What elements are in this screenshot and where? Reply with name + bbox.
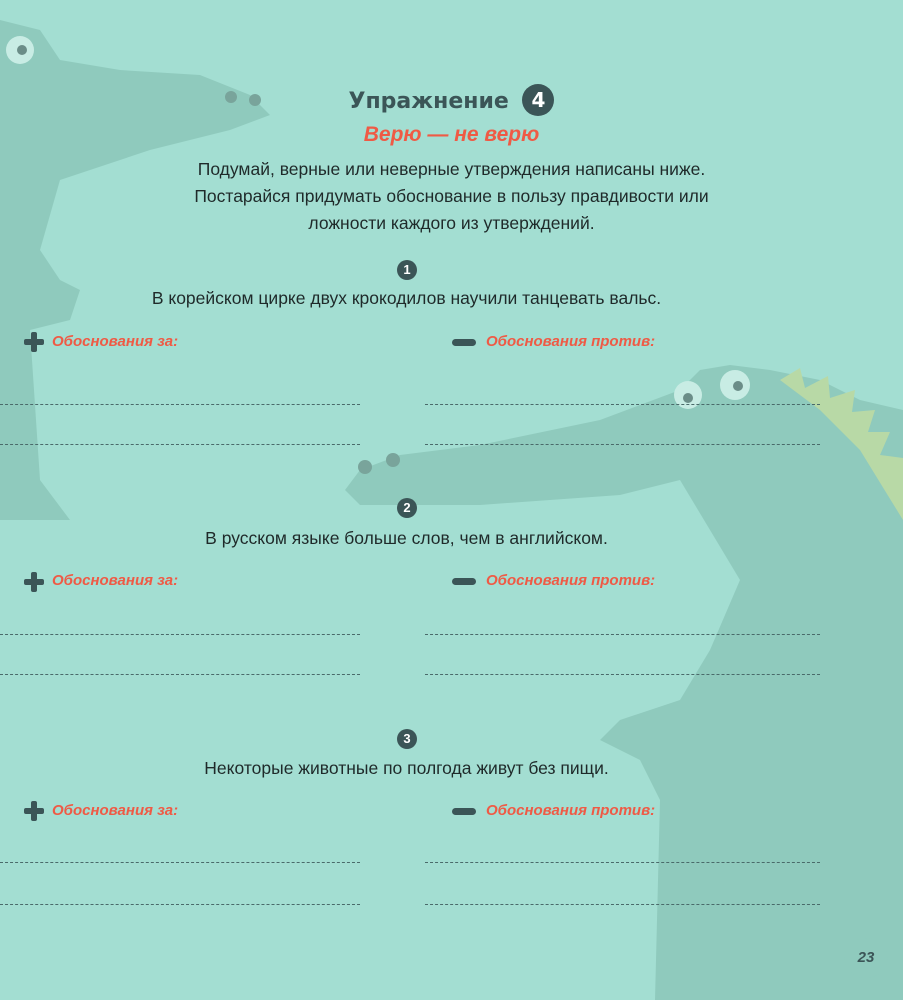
reasons-against-label: Обоснования против:: [486, 802, 656, 819]
answer-line-for[interactable]: [0, 404, 360, 405]
answer-line-for[interactable]: [0, 674, 360, 675]
reasons-against-label: Обоснования против:: [486, 572, 656, 589]
answer-line-against[interactable]: [425, 444, 820, 445]
intro-text: [90, 156, 813, 237]
exercise-heading: [0, 86, 903, 118]
intro-line: Подумай, верные или неверные утверждения написаны ниже.: [197, 159, 706, 179]
question-statement: В русском языке больше слов, чем в английском.: [205, 528, 608, 548]
exercise-number-badge: 4: [522, 84, 554, 116]
reasons-against-label: Обоснования против:: [486, 333, 656, 350]
answer-line-for[interactable]: [0, 904, 360, 905]
reasons-for-label: Обоснования за:: [52, 802, 179, 819]
question-statement: Некоторые животные по полгода живут без пищи.: [204, 758, 609, 778]
answer-line-against[interactable]: [425, 862, 820, 863]
intro-line: Постарайся придумать обоснование в пользу правдивости или: [194, 186, 709, 206]
plus-icon: [24, 801, 44, 821]
plus-icon: [24, 332, 44, 352]
page-number: 23: [844, 938, 888, 978]
answer-line-against[interactable]: [425, 904, 820, 905]
question-statement: В корейском цирке двух крокодилов научили танцевать вальс.: [151, 288, 662, 308]
question-number-badge: 3: [397, 729, 417, 749]
answer-line-against[interactable]: [425, 634, 820, 635]
minus-icon: [452, 339, 476, 346]
answer-line-against[interactable]: [425, 674, 820, 675]
reasons-for-label: Обоснования за:: [52, 333, 179, 350]
minus-icon: [452, 808, 476, 815]
exercise-title: Упражнение: [348, 89, 509, 114]
question-number-badge: 1: [397, 260, 417, 280]
answer-line-for[interactable]: [0, 862, 360, 863]
answer-line-for[interactable]: [0, 634, 360, 635]
intro-line: ложности каждого из утверждений.: [308, 213, 595, 233]
plus-icon: [24, 572, 44, 592]
minus-icon: [452, 578, 476, 585]
answer-line-for[interactable]: [0, 444, 360, 445]
question-number-badge: 2: [397, 498, 417, 518]
reasons-for-label: Обоснования за:: [52, 572, 179, 589]
exercise-subtitle: Верю — не верю: [363, 123, 540, 146]
answer-line-against[interactable]: [425, 404, 820, 405]
